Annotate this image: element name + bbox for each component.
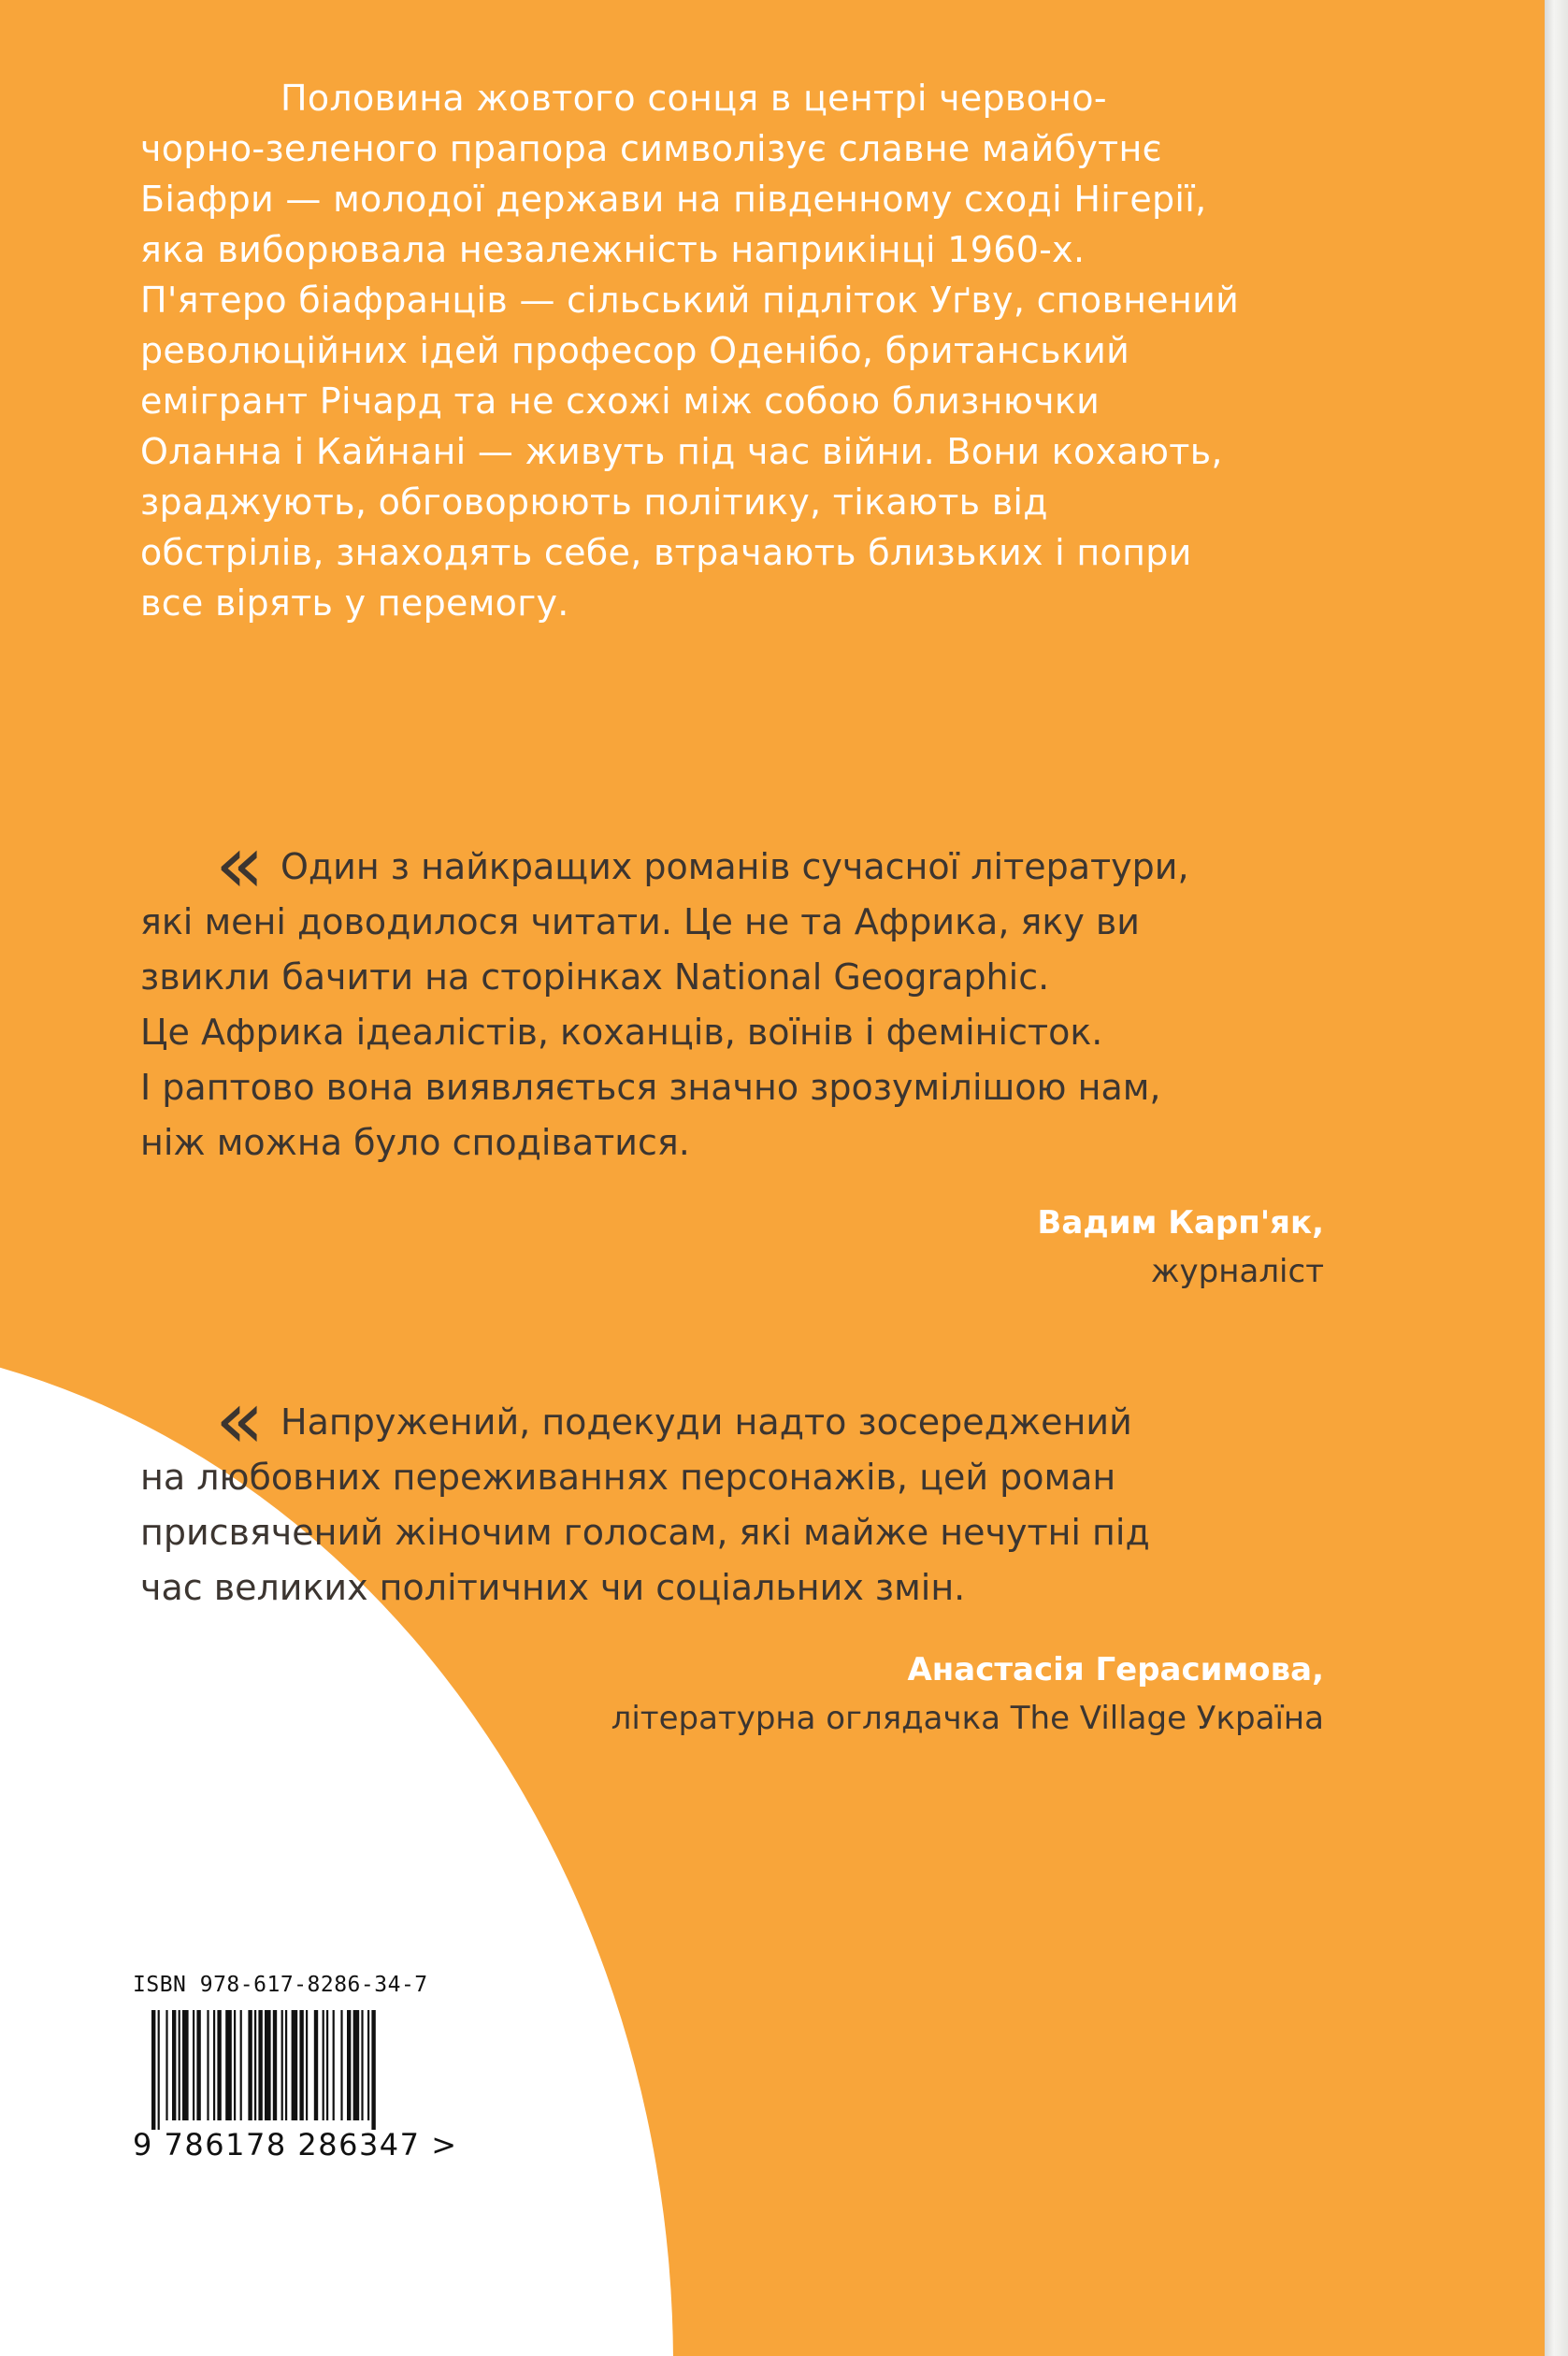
barcode-bar	[371, 2010, 375, 2130]
barcode-bar	[172, 2010, 176, 2120]
barcode-bar	[323, 2010, 324, 2120]
barcode-bar	[326, 2010, 328, 2120]
quote-author: Анастасія Герасимова,	[907, 1651, 1324, 1688]
description-line: Біафри — молодої держави на південному сході Нігерії,	[140, 179, 1207, 220]
barcode-bars-icon	[151, 2010, 441, 2130]
quote-line: звикли бачити на сторінках National Geographic.	[140, 956, 1050, 998]
isbn-label: ISBN 978-617-8286-34-7	[133, 1973, 428, 1997]
isbn-barcode	[129, 1973, 456, 2169]
quote-line: Напружений, подекуди надто зосереджений	[281, 1401, 1132, 1443]
barcode-bar	[340, 2010, 342, 2120]
quote-author: Вадим Карп'як,	[1037, 1204, 1324, 1242]
barcode-bar	[225, 2010, 232, 2120]
quote-author-role: літературна оглядачка The Village Україна	[611, 1700, 1324, 1737]
quote-line: Це Африка ідеалістів, коханців, воїнів і феміністок.	[140, 1012, 1103, 1053]
review-quote-1	[140, 818, 1356, 1171]
description-line: П'ятеро біафранців — сільський підліток Уґву, сповнений	[140, 280, 1240, 321]
barcode-bar	[182, 2010, 189, 2120]
barcode-bar	[285, 2010, 287, 2120]
quote-2-attribution	[389, 1645, 1324, 1743]
barcode-bar	[193, 2010, 194, 2120]
description-line: обстрілів, знаходять себе, втрачають близьких і попри	[140, 532, 1192, 573]
barcode-bar	[367, 2010, 369, 2120]
quote-line: Один з найкращих романів сучасної літератури,	[281, 846, 1189, 887]
barcode-bar	[165, 2010, 167, 2120]
description-line: яка виборювала незалежність наприкінці 1960-х.	[140, 229, 1086, 270]
barcode-bar	[299, 2010, 303, 2120]
barcode-bar	[361, 2010, 363, 2120]
barcode-bar	[179, 2010, 180, 2120]
description-paragraph	[140, 73, 1318, 628]
barcode-bar	[158, 2010, 160, 2130]
description-line: Оланна і Кайнані — живуть під час війни. Вони кохають,	[140, 431, 1223, 472]
barcode-bar	[234, 2010, 236, 2120]
barcode-bar	[151, 2010, 155, 2130]
description-line: зраджують, обговорюють політику, тікають від	[140, 481, 1048, 523]
barcode-bar	[217, 2010, 221, 2120]
barcode-bar	[347, 2010, 351, 2120]
description-line: все вірять у перемогу.	[140, 582, 569, 624]
barcode-bar	[281, 2010, 283, 2120]
barcode-bar	[265, 2010, 271, 2120]
barcode-bar	[333, 2010, 335, 2120]
quote-mark-icon: «	[215, 1373, 265, 1467]
description-line: чорно-зеленого прапора символізує славне майбутнє	[140, 128, 1162, 169]
barcode-bar	[258, 2010, 262, 2120]
description-line: Половина жовтого сонця в центрі червоно-	[281, 78, 1107, 119]
quote-mark-icon: «	[215, 818, 265, 912]
barcode-bar	[292, 2010, 298, 2120]
barcode-bar	[314, 2010, 318, 2120]
barcode-bar	[306, 2010, 308, 2120]
quote-line: ніж можна було сподіватися.	[140, 1122, 690, 1163]
barcode-bar	[353, 2010, 360, 2120]
quote-line: І раптово вона виявляється значно зрозумілішою нам,	[140, 1067, 1161, 1108]
description-line: емігрант Річард та не схожі між собою близнючки	[140, 381, 1100, 422]
review-quote-2	[140, 1373, 1356, 1616]
barcode-bar	[254, 2010, 256, 2120]
quote-1-attribution	[389, 1199, 1324, 1296]
quote-line: на любовних переживаннях персонажів, цей роман	[140, 1457, 1116, 1498]
barcode-bar	[207, 2010, 209, 2120]
barcode-bar	[196, 2010, 200, 2120]
page-edge	[1545, 0, 1568, 2356]
barcode-digits: 9 786178 286347 >	[133, 2127, 458, 2162]
quote-line: час великих політичних чи соціальних змін.	[140, 1567, 966, 1608]
barcode-bar	[213, 2010, 215, 2120]
barcode-bar	[248, 2010, 252, 2120]
description-line: революційних ідей професор Оденібо, британський	[140, 330, 1130, 371]
barcode-bar	[240, 2010, 242, 2120]
quote-line: присвячений жіночим голосам, які майже нечутні під	[140, 1512, 1150, 1553]
quote-line: які мені доводилося читати. Це не та Африка, яку ви	[140, 901, 1140, 942]
barcode-bar	[273, 2010, 277, 2120]
quote-author-role: журналіст	[1150, 1253, 1324, 1290]
